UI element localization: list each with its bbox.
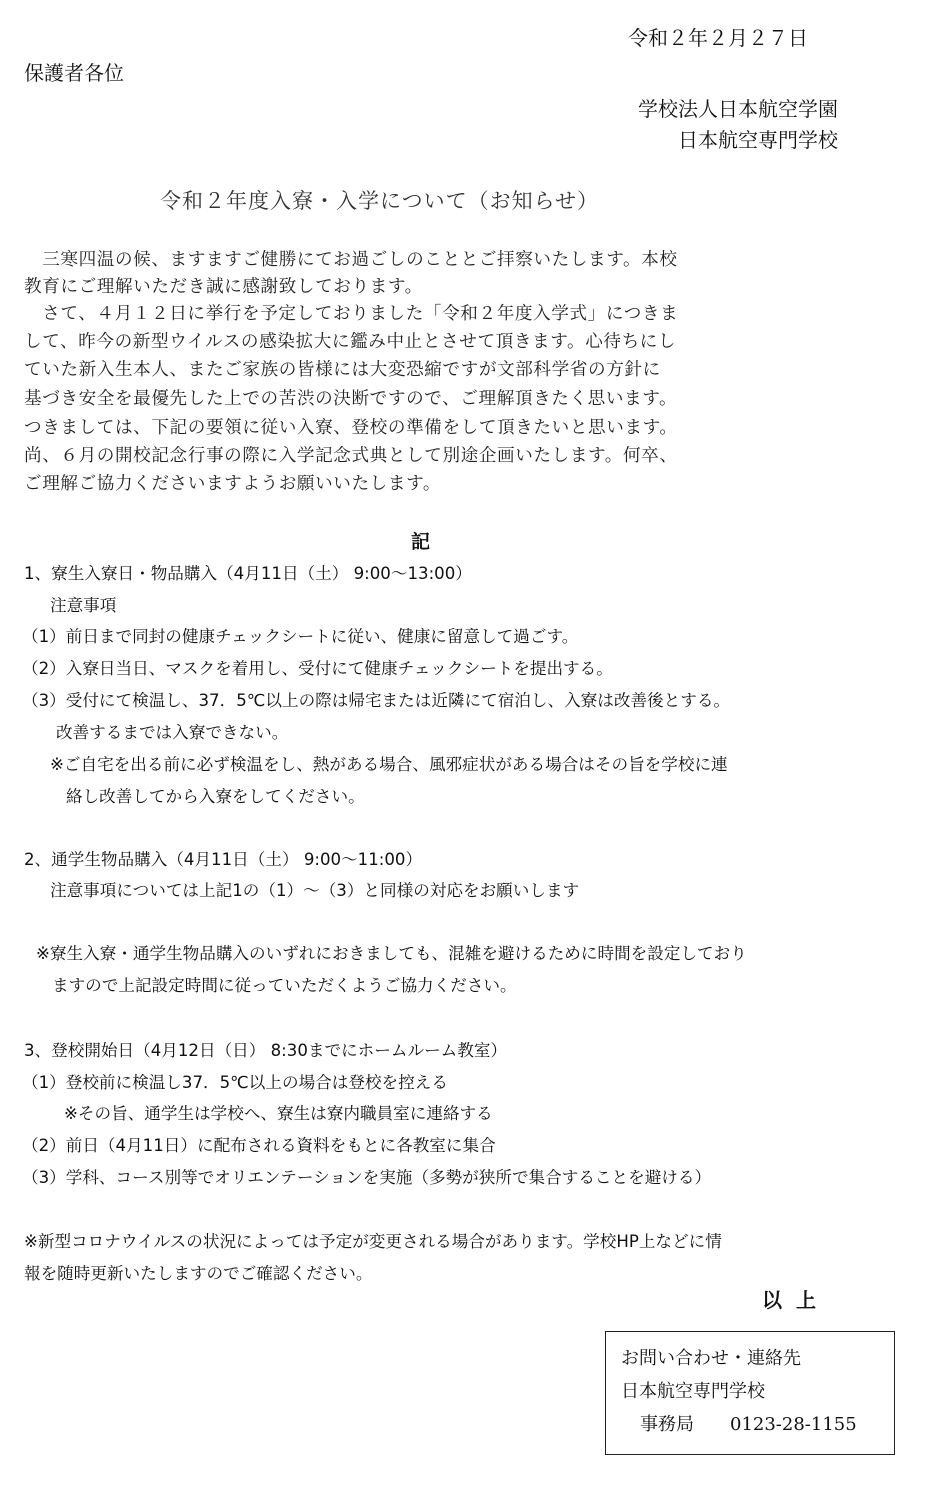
document-date: 令和２年２月２７日 [628, 26, 808, 50]
body-line: さて、４月１２日に挙行を予定しておりました「令和２年度入学式」につきま [24, 304, 679, 324]
notice: 報を随時更新いたしますのでご確認ください。 [24, 1264, 373, 1283]
note: ※寮生入寮・通学生物品購入のいずれにおきましても、混雑を避けるために時間を設定しており [36, 944, 747, 963]
ki-heading: 記 [411, 531, 431, 553]
document-title: 令和２年度入寮・入学について（お知らせ） [160, 189, 599, 213]
section-2-heading: 2、通学生物品購入（4月11日（土） 9:00～11:00） [24, 850, 423, 869]
section-3-heading: 3、登校開始日（4月12日（日） 8:30までにホームルーム教室） [24, 1041, 508, 1060]
list-item: 注意事項については上記1の（1）～（3）と同様の対応をお願いします [50, 881, 580, 900]
list-item: 改善するまでは入寮できない。 [56, 723, 289, 742]
contact-heading: お問い合わせ・連絡先 [621, 1348, 801, 1369]
list-item: ※ご自宅を出る前に必ず検温をし、熱がある場合、風邪症状がある場合はその旨を学校に連 [50, 755, 728, 774]
list-item: 絡し改善してから入寮をしてください。 [66, 787, 365, 806]
closing: 以上 [762, 1288, 830, 1312]
list-item: （3）学科、コース別等でオリエンテーションを実施（多勢が狭所で集合することを避ける） [22, 1168, 712, 1187]
contact-office-phone: 事務局 0123-28-1155 [640, 1414, 857, 1435]
notes-heading: 注意事項 [50, 596, 117, 615]
sender-organization: 学校法人日本航空学園 [638, 97, 838, 121]
section-1-heading: 1、寮生入寮日・物品購入（4月11日（土） 9:00～13:00） [24, 564, 472, 583]
body-line: 教育にご理解いただき誠に感謝致しております。 [24, 277, 423, 297]
body-line: 尚、６月の開校記念行事の際に入学記念式典として別途企画いたします。何卒、 [24, 446, 678, 466]
list-item: （3）受付にて検温し、37．5℃以上の際は帰宅または近隣にて宿泊し、入寮は改善後とする。 [22, 691, 731, 710]
list-item: ※その旨、通学生は学校へ、寮生は寮内職員室に連絡する [64, 1104, 493, 1123]
recipient: 保護者各位 [24, 61, 124, 85]
note: ますので上記設定時間に従っていただくようご協力ください。 [52, 976, 517, 995]
list-item: （2）入寮日当日、マスクを着用し、受付にて健康チェックシートを提出する。 [22, 659, 613, 678]
list-item: （2）前日（4月11日）に配布される資料をもとに各教室に集合 [22, 1136, 496, 1155]
notice: ※新型コロナウイルスの状況によっては予定が変更される場合があります。学校HP上などに情 [24, 1232, 722, 1251]
sender-school: 日本航空専門学校 [678, 128, 838, 152]
body-line: 三寒四温の候、ますますご健勝にてお過ごしのこととご拝察いたします。本校 [24, 250, 678, 270]
list-item: （1）前日まで同封の健康チェックシートに従い、健康に留意して過ごす。 [22, 627, 579, 646]
body-line: ご理解ご協力くださいますようお願いいたします。 [24, 474, 442, 494]
body-line: ていた新入生本人、またご家族の皆様には大変恐縮ですが文部科学省の方針に [24, 360, 661, 380]
contact-box [605, 1331, 895, 1455]
list-item: （1）登校前に検温し37．5℃以上の場合は登校を控える [22, 1073, 448, 1092]
body-line: つきましては、下記の要領に従い入寮、登校の準備をして頂きたいと思います。 [24, 418, 678, 438]
body-line: して、昨今の新型ウイルスの感染拡大に鑑み中止とさせて頂きます。心待ちにし [24, 332, 677, 352]
contact-school: 日本航空専門学校 [621, 1381, 765, 1402]
body-line: 基づき安全を最優先した上での苦渋の決断ですので、ご理解頂きたく思います。 [24, 389, 678, 409]
